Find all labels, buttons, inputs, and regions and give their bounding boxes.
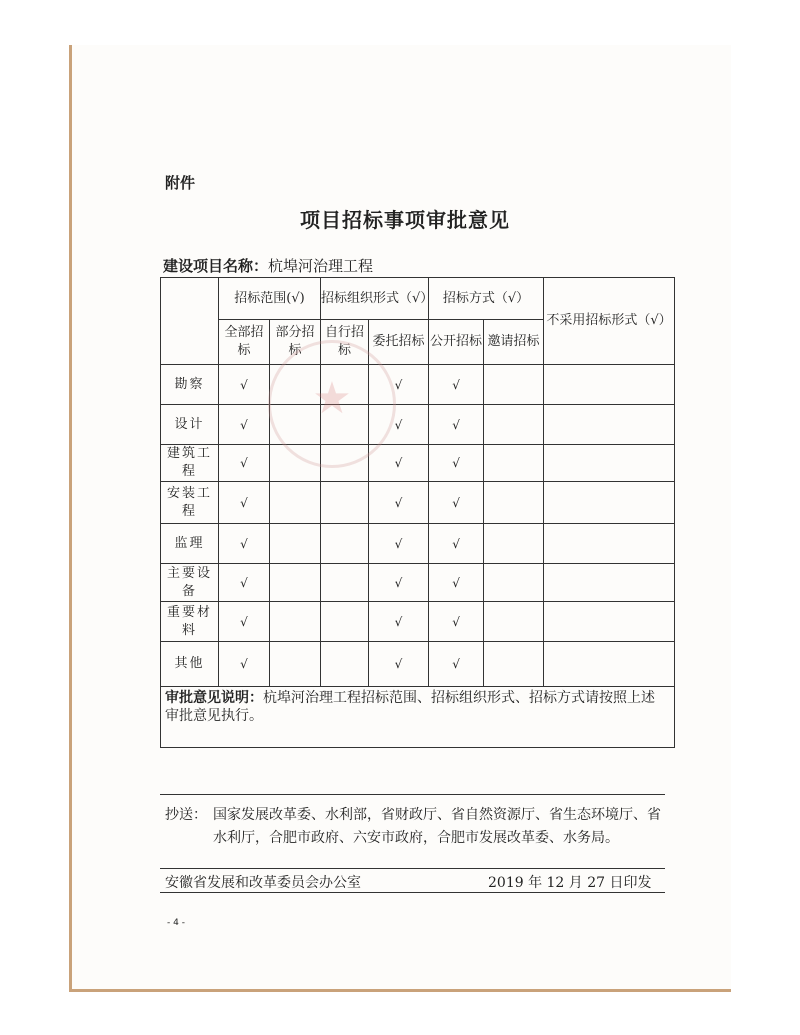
check-cell: √ <box>429 642 484 687</box>
check-cell <box>484 602 544 642</box>
divider-bottom <box>160 892 665 893</box>
check-cell <box>484 564 544 602</box>
subheader-invited: 邀请招标 <box>484 320 544 365</box>
project-name-label: 建设项目名称： <box>163 257 269 275</box>
check-cell <box>270 564 321 602</box>
approval-note <box>161 687 675 748</box>
table-row <box>161 602 675 642</box>
check-cell: √ <box>369 482 429 524</box>
row-label: 勘察 <box>161 365 219 405</box>
header-method: 招标方式（√） <box>429 278 544 320</box>
table-row <box>161 524 675 564</box>
cc-recipients: 国家发展改革委、水利部，省财政厅、省自然资源厅、省生态环境厅、省水利厅，合肥市政府、六安市政府，合肥市发展改革委、水务局。 <box>213 807 661 846</box>
check-cell <box>544 602 675 642</box>
seal-star-icon: ★ <box>312 373 352 424</box>
check-cell <box>321 602 369 642</box>
check-cell <box>484 405 544 445</box>
check-cell <box>321 405 369 445</box>
check-cell: √ <box>429 564 484 602</box>
check-cell <box>544 564 675 602</box>
table-row <box>161 445 675 482</box>
divider-top <box>160 794 665 795</box>
check-cell <box>270 602 321 642</box>
check-cell <box>544 445 675 482</box>
check-cell <box>544 482 675 524</box>
check-cell: √ <box>369 445 429 482</box>
check-cell <box>544 365 675 405</box>
check-cell: √ <box>369 405 429 445</box>
header-scope: 招标范围(√) <box>219 278 321 320</box>
check-cell <box>484 524 544 564</box>
row-label: 建筑工程 <box>161 445 219 482</box>
check-cell: √ <box>429 602 484 642</box>
table-row <box>161 365 675 405</box>
check-cell <box>270 642 321 687</box>
approval-note-label: 审批意见说明： <box>165 690 263 706</box>
subheader-entrusted: 委托招标 <box>369 320 429 365</box>
check-cell <box>270 405 321 445</box>
subheader-open: 公开招标 <box>429 320 484 365</box>
check-cell <box>544 405 675 445</box>
check-cell <box>270 365 321 405</box>
check-cell <box>270 524 321 564</box>
table-row <box>161 642 675 687</box>
row-label: 重要材料 <box>161 602 219 642</box>
header-no-tender: 不采用招标形式（√） <box>544 278 675 365</box>
header-organization: 招标组织形式（√） <box>321 278 429 320</box>
table-row <box>161 482 675 524</box>
check-cell: √ <box>219 445 270 482</box>
row-label: 监理 <box>161 524 219 564</box>
check-cell: √ <box>369 602 429 642</box>
check-cell: √ <box>429 445 484 482</box>
check-cell <box>484 642 544 687</box>
check-cell: √ <box>219 642 270 687</box>
issuing-office: 安徽省发展和改革委员会办公室 <box>165 875 361 891</box>
row-label: 安装工程 <box>161 482 219 524</box>
check-cell: √ <box>429 482 484 524</box>
check-cell: √ <box>369 642 429 687</box>
check-cell <box>321 365 369 405</box>
attachment-label: 附件 <box>165 174 196 192</box>
check-cell <box>321 642 369 687</box>
check-cell: √ <box>219 482 270 524</box>
check-cell: √ <box>219 405 270 445</box>
table-row <box>161 564 675 602</box>
corner-cell <box>161 278 219 365</box>
subheader-self: 自行招标 <box>321 320 369 365</box>
check-cell <box>270 445 321 482</box>
row-label: 设计 <box>161 405 219 445</box>
subheader-full: 全部招标 <box>219 320 270 365</box>
check-cell: √ <box>429 365 484 405</box>
check-cell: √ <box>369 365 429 405</box>
project-name-value: 杭埠河治理工程 <box>268 257 374 275</box>
check-cell: √ <box>429 405 484 445</box>
subheader-partial: 部分招标 <box>270 320 321 365</box>
check-cell <box>544 524 675 564</box>
check-cell <box>270 482 321 524</box>
note-row <box>161 687 675 748</box>
check-cell <box>544 642 675 687</box>
document-title: 项目招标事项审批意见 <box>300 208 510 232</box>
project-name-line <box>163 255 373 276</box>
page-number: - 4 - <box>167 918 185 928</box>
divider-middle <box>160 868 665 869</box>
check-cell <box>321 482 369 524</box>
check-cell: √ <box>219 365 270 405</box>
check-cell: √ <box>369 524 429 564</box>
table-row <box>161 405 675 445</box>
check-cell <box>484 445 544 482</box>
check-cell: √ <box>219 564 270 602</box>
approval-table <box>160 277 675 748</box>
approval-note-text: 杭埠河治理工程招标范围、招标组织形式、招标方式请按照上述审批意见执行。 <box>165 690 655 724</box>
check-cell: √ <box>429 524 484 564</box>
check-cell: √ <box>219 524 270 564</box>
row-label: 主要设备 <box>161 564 219 602</box>
row-label: 其他 <box>161 642 219 687</box>
cc-block <box>165 804 670 850</box>
check-cell: √ <box>369 564 429 602</box>
check-cell <box>484 482 544 524</box>
issue-date: 2019 年 12 月 27 日印发 <box>488 875 652 891</box>
cc-label: 抄送： <box>165 807 207 823</box>
check-cell: √ <box>219 602 270 642</box>
check-cell <box>321 445 369 482</box>
check-cell <box>321 564 369 602</box>
check-cell <box>484 365 544 405</box>
check-cell <box>321 524 369 564</box>
